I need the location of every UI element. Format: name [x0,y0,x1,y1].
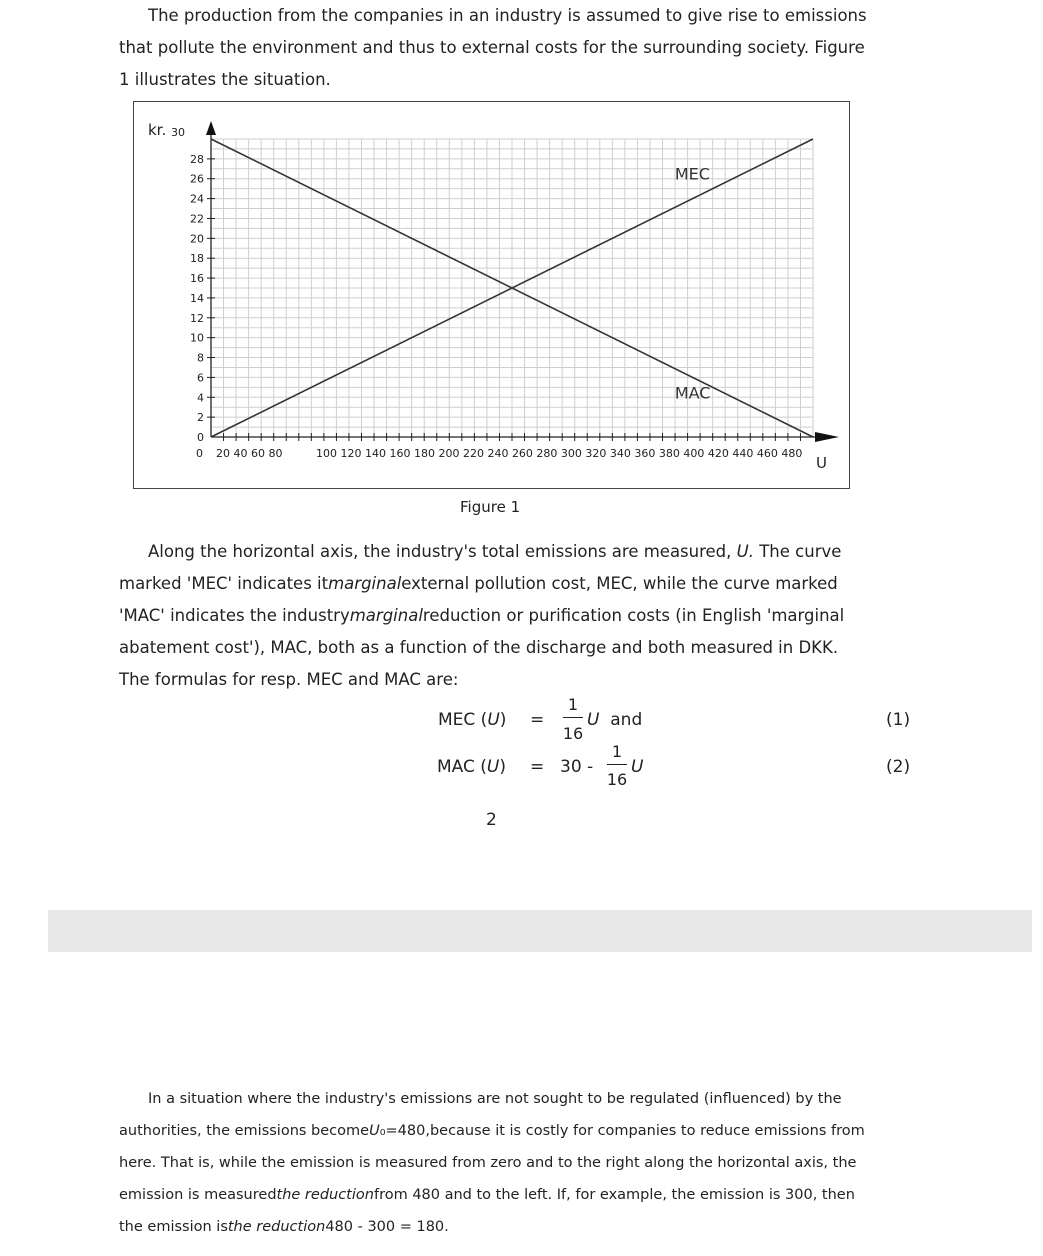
y-tick-label: 6 [197,371,204,385]
eq2-constant: 30 - [560,757,594,777]
y-tick-label: 4 [197,391,204,405]
page-number: 2 [486,810,497,830]
eq2-lhs: MAC (U) [437,757,506,777]
y-tick-label: 16 [190,272,204,286]
y-tick-label: 26 [190,172,204,186]
y-tick-label: 28 [190,152,204,166]
y-tick-label: 18 [190,252,204,266]
eq2-tail: U [631,757,644,777]
eq2-equals: = [530,757,545,777]
y-tick-label: 8 [197,351,204,365]
eq1-number: (1) [886,710,911,730]
y-tick-label: 2 [197,411,204,425]
y-tick-label: 20 [190,232,204,246]
y-tick-label: 10 [190,331,204,345]
description-text: Along the horizontal axis, the industry's total emissions are measured, U. The curve marked 'MEC' indicates itmarginalexternal pollution cost, MEC, while the curve marked 'MAC' indicates the industrymarginalreduction or purification costs (in English 'marginal abatement cost'), MAC, both as a function of the discharge and both measured in DKK. The formulas for resp. MEC and MAC are: [119,542,845,689]
eq2-frac-den: 16 [606,770,628,789]
y-axis-label: kr. [148,121,167,139]
figure-1-frame [133,101,850,489]
y-tick-label: 24 [190,192,204,206]
eq2-number: (2) [886,757,911,777]
x-tick-labels-group-2: 100 120 140 160 180 200 220 240 260 280 300 320 340 360 380 400 420 440 460 480 [316,447,803,460]
page-separator [48,910,1032,952]
y-tick-label: 30 [171,126,185,139]
page2-paragraph [119,1083,879,1243]
description-paragraph [119,536,869,696]
x-axis-label: U [816,454,827,472]
eq2-frac-num: 1 [611,742,623,761]
eq1-frac-den: 16 [562,724,584,743]
eq1-frac-num: 1 [567,695,579,714]
x-axis-arrow [815,432,839,442]
series-label-mac: MAC [674,383,711,403]
x-tick-label-zero: 0 [196,447,203,460]
y-tick-label: 22 [190,212,204,226]
figure-caption: Figure 1 [460,498,521,516]
intro-paragraph [119,0,869,96]
mec-mac-chart [134,102,849,488]
x-tick-labels-group-1: 20 40 60 80 [216,447,283,460]
eq1-equals: = [530,710,545,730]
eq1-lhs: MEC (U) [438,710,507,730]
eq1-frac-line [563,717,583,718]
series-label-mec: MEC [674,164,710,184]
y-tick-label: 0 [197,431,204,444]
eq2-frac-line [607,764,627,765]
intro-text: The production from the companies in an industry is assumed to give rise to emissions that pollute the environment and thus to external costs for the surrounding society. Figure 1 illustrates the situation. [119,6,867,89]
y-tick-label: 14 [190,291,204,305]
y-tick-label: 12 [190,311,204,325]
page2-text: In a situation where the industry's emissions are not sought to be regulated (influenced) by the authorities, the emissions becomeU₀=480,because it is costly for companies to reduce emissions from here. That is, while the emission is measured from zero and to the right along the horizontal axis, the emission is measuredthe reductionfrom 480 and to the left. If, for example, the emission is 300, then the emission isthe reduction480 - 300 = 180. [119,1091,865,1235]
y-axis-arrow [206,121,216,135]
eq1-tail: U and [587,710,643,730]
